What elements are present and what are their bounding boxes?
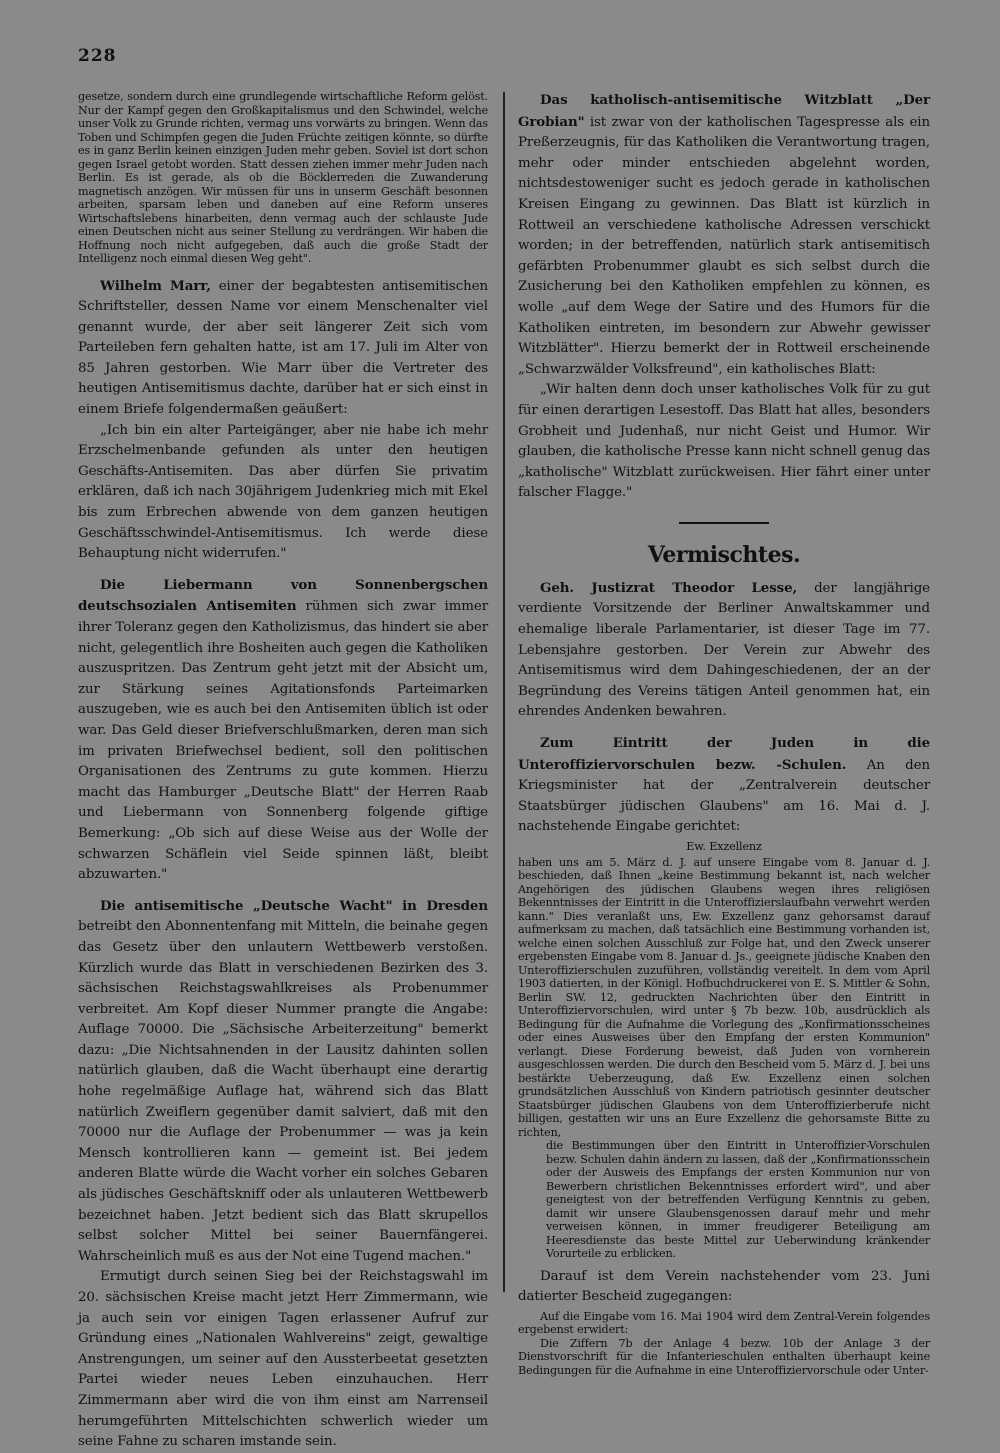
- letter-request: die Bestimmungen über den Eintritt in Unteroffizier-Vorschulen bezw. Schulen dahin ändern zu lassen, daß der „Konfirmationsschein oder der Ausweis des Empfangs der ersten Kommunion nur von Bewerbern christlichen Bekenntnisses erfordert wird", und aber geneigtest von der betreffenden Verfügung Kenntnis zu geben, damit wir unsere Glaubensgenossen darauf mehr und mehr verweisen können, in immer freudigerer Beteiligung am Heeresdienste das beste Mittel zur Ueberwindung kränkender Vorurteile zu erblicken.: [546, 1139, 930, 1260]
- article-lesse-text: der langjährige verdiente Vorsitzende der Berliner Anwaltskammer und ehemalige liberale Parlamentarier, ist dieser Tage im 77. Lebensjahre gestorben. Der Verein zur Abwehr des Antisemitismus wird dem Dahingeschiedenen, der an der Begründung des Vereins tätigen Anteil genommen hat, ein ehrendes Andenken bewahren.: [518, 580, 930, 720]
- column-divider: [503, 92, 505, 1292]
- section-title: Vermischtes.: [647, 541, 801, 568]
- article-marr-quote: „Ich bin ein alter Parteigänger, aber nie habe ich mehr Erzschelmenbande gefunden als unter den heutigen Geschäfts-Antisemiten. Das aber dürfen Sie privatim erklären, daß ich nach 30jährigem Judenkrieg mich mit Ekel bis zum Erbrechen abwende von dem ganzen heutigen Geschäftsschwindel-Antisemitismus. Ich werde diese Behauptung nicht widerrufen.": [78, 422, 488, 562]
- article-grobian-heading: Das katholisch-antisemitische Witzblatt „Der Grobian": [518, 92, 930, 130]
- article-lesse: [518, 578, 930, 723]
- article-liebermann-text: rühmen sich zwar immer ihrer Toleranz gegen den Katholizismus, das hindert sie aber nicht, gelegentlich ihre Bosheiten auch gegen die Katholiken auszuspritzen. Das Zentrum geht jetzt mit der Absicht um, zur Stärkung seines Agitationsfonds Parteimarken auszugeben, wie es auch bei den Antisemiten üblich ist oder war. Das Geld dieser Briefverschlußmarken, deren man sich im privaten Briefwechsel bedient, soll den politischen Organisationen des Zentrums zu gute kommen. Hierzu macht das Hamburger „Deutsche Blatt" der Herren Raab und Liebermann von Sonnenberg folgende giftige Bemerkung: „Ob sich auf diese Weise aus der Wolle der schwarzen Schäflein viel Seide spinnen läßt, bleibt abzuwarten.": [78, 599, 488, 883]
- article-response-intro: Darauf ist dem Verein nachstehender vom 23. Juni datierter Bescheid zugegangen:: [518, 1268, 930, 1305]
- article-unteroffizier: [518, 733, 930, 838]
- article-wacht-heading: Die antisemitische „Deutsche Wacht" in Dresden: [100, 897, 488, 914]
- right-column: [518, 90, 930, 1377]
- article-grobian-quote: „Wir halten denn doch unser katholisches Volk für zu gut für einen derartigen Lesestoff. Das Blatt hat alles, besonders Grobheit und Judenhaß, nur nicht Geist und Humor. Wir glauben, die katholische Presse kann nicht schnell genug das „katholische" Witzblatt zurückweisen. Hier fährt einer unter falscher Flagge.": [518, 382, 930, 501]
- article-zimmermann: Ermutigt durch seinen Sieg bei der Reichstagswahl im 20. sächsischen Kreise macht jetzt Herr Zimmermann, wie ja auch sein vor einigen Tagen erlassener Aufruf zur Gründung eines „Nationalen Wahlvereins" zeigt, gewaltige Anstrengungen, um seiner auf den Aussterbeetat gesetzten Partei wieder neues Leben einzuhauchen. Herr Zimmermann aber wird die von ihm einst am Narrenseil herumgeführten Mittelschichten schwerlich wieder um seine Fahne zu scharen imstande sein.: [78, 1269, 488, 1450]
- article-lesse-heading: Geh. Justizrat Theodor Lesse,: [540, 579, 798, 596]
- article-unteroffizier-text: An den Kriegsminister hat der „Zentralverein deutscher Staatsbürger jüdischen Glaubens" am 16. Mai d. J. nachstehende Eingabe gerichtet:: [518, 757, 930, 835]
- response-paragraph-1: Auf die Eingabe vom 16. Mai 1904 wird dem Zentral-Verein folgendes ergebenst erwidert:: [518, 1309, 930, 1337]
- response-paragraph-2: Die Ziffern 7b der Anlage 4 bezw. 10b der Anlage 3 der Dienstvorschrift für die Infanterieschulen enthalten überhaupt keine Bedingungen für die Aufnahme in eine Unteroffiziervorschule oder Unter-: [518, 1336, 930, 1377]
- article-wacht-text: betreibt den Abonnentenfang mit Mitteln, die beinahe gegen das Gesetz über den unlautern Wettbewerb verstoßen. Kürzlich wurde das Blatt in verschiedenen Bezirken des 3. sächsischen Reichstagswahlkreises als Probenummer verbreitet. Am Kopf dieser Nummer prangte die Angabe: Auflage 70000. Die „Sächsische Arbeiterzeitung" bemerkt dazu: „Die Nichtsahnenden in der Lausitz dahinten sollen natürlich glauben, daß die Wacht überhaupt eine derartig hohe regelmäßige Auflage hat, während sich das Blatt natürlich Zweiflern gegenüber damit salviert, daß mit den 70000 nur die Auflage der Probenummer — was ja kein Mensch kontrollieren kann — gemeint ist. Bei jedem anderen Blatte würde die Wacht vorher ein solches Gebaren als jüdisches Geschäftskniff oder als unlauteren Wettbewerb bezeichnet haben. Jetzt bedient sich das Blatt skrupellos selbst solcher Mittel bei seiner Bauernfängerei. Wahrscheinlich muß es aus der Not eine Tugend machen.": [78, 919, 488, 1264]
- section-rule: [679, 522, 769, 524]
- article-marr: [78, 276, 488, 421]
- article-unteroffizier-heading: Zum Eintritt der Juden in die Unteroffiziervorschulen bezw. -Schulen.: [518, 735, 930, 773]
- left-column: [78, 90, 488, 1453]
- article-liebermann: [78, 575, 488, 886]
- article-liebermann-heading: Die Liebermann von Sonnenbergschen deutschsozialen Antisemiten: [78, 576, 488, 615]
- article-wacht: [78, 896, 488, 1268]
- page-number: 228: [78, 46, 117, 66]
- article-marr-text: einer der begabtesten antisemitischen Schriftsteller, dessen Name vor einem Menschenalter viel genannt wurde, der aber seit längerer Zeit sich vom Parteileben fern gehalten hatte, ist am 17. Juli im Alter von 85 Jahren gestorben. Wie Marr über die Vertreter des heutigen Antisemitismus dachte, darüber hat er sich einst in einem Briefe folgendermaßen geäußert:: [78, 278, 488, 418]
- article-marr-heading: Wilhelm Marr,: [100, 277, 211, 294]
- paragraph-continuation: gesetze, sondern durch eine grundlegende wirtschaftliche Reform gelöst. Nur der Kampf gegen den Großkapitalismus und den Schwindel, welche unser Volk zu Grunde richten, vermag uns vorwärts zu bringen. Wenn das Toben und Schimpfen gegen die Juden Früchte zeitigen könnte, so dürfte es in ganz Berlin keinen einzigen Juden mehr geben. Soviel ist dort schon gegen Israel getobt worden. Statt dessen ziehen immer mehr Juden nach Berlin. Es ist gerade, als ob die Böcklerreden die Zuwanderung magnetisch anzögen. Wir müssen für uns in unserm Geschäft besonnen arbeiten, sparsam leben und daneben auf eine Reform unseres Wirtschaftslebens hinarbeiten, denn vermag auch der schlauste Jude einen Deutschen nicht aus seiner Stellung zu verdrängen. Wir haben die Hoffnung noch nicht aufgegeben, daß auch die große Stadt der Intelligenz noch einmal diesen Weg geht".: [78, 90, 488, 265]
- article-grobian: [518, 90, 930, 380]
- letter-salutation: Ew. Exzellenz: [686, 840, 762, 853]
- letter-body: haben uns am 5. März d. J. auf unsere Eingabe vom 8. Januar d. J. beschieden, daß Ihnen „keine Bestimmung bekannt ist, nach welcher Angehörigen des jüdischen Glaubens wegen ihres religiösen Bekenntnisses der Eintritt in die Unteroffizierslaufbahn verwehrt werden kann." Dies veranlaßt uns, Ew. Exzellenz ganz gehorsamst darauf aufmerksam zu machen, daß tatsächlich eine Bestimmung vorhanden ist, welche einen solchen Ausschluß zur Folge hat, und den Zweck unserer ergebensten Eingabe vom 8. Januar d. Js., geeignete jüdische Knaben den Unteroffizierschulen zuzuführen, vollständig vereitelt. In dem vom April 1903 datierten, in der Königl. Hofbuchdruckerei von E. S. Mittler & Sohn, Berlin SW. 12, gedruckten Nachrichten über den Eintritt in Unteroffiziervorschulen, wird unter § 7b bezw. 10b, ausdrücklich als Bedingung für die Aufnahme die Vorlegung des „Konfirmationsscheines oder eines Ausweises über den Empfang der ersten Kommunion" verlangt. Diese Forderung beweist, daß Juden von vornherein ausgeschlossen werden. Die durch den Bescheid vom 5. März d. J. bei uns bestärkte Ueberzeugung, daß Ew. Exzellenz einen solchen grundsätzlichen Ausschluß von Kindern patriotisch gesinnter deutscher Staatsbürger jüdischen Glaubens von dem Unteroffizierberufe nicht billigen, gestatten wir uns an Eure Exzellenz die gehorsamste Bitte zu richten,: [518, 855, 930, 1139]
- article-grobian-text: ist zwar von der katholischen Tagespresse als ein Preßerzeugnis, für das Katholiken die Verantwortung tragen, mehr oder minder entschieden abgelehnt worden, nichtsdestoweniger sucht es jedoch gerade in katholischen Kreisen Eingang zu gewinnen. Das Blatt ist kürzlich in Rottweil an verschiedene katholische Adressen verschickt worden; in der betreffenden, natürlich stark antisemitisch gefärbten Probenummer glaubt es sich selbst durch die Zusicherung bei den Katholiken empfehlen zu können, es wolle „auf dem Wege der Satire und des Humors für die Katholiken eintreten, im besondern zur Abwehr gewisser Witzblätter". Hierzu bemerkt der in Rottweil erscheinende „Schwarzwälder Volksfreund", ein katholisches Blatt:: [518, 114, 930, 377]
